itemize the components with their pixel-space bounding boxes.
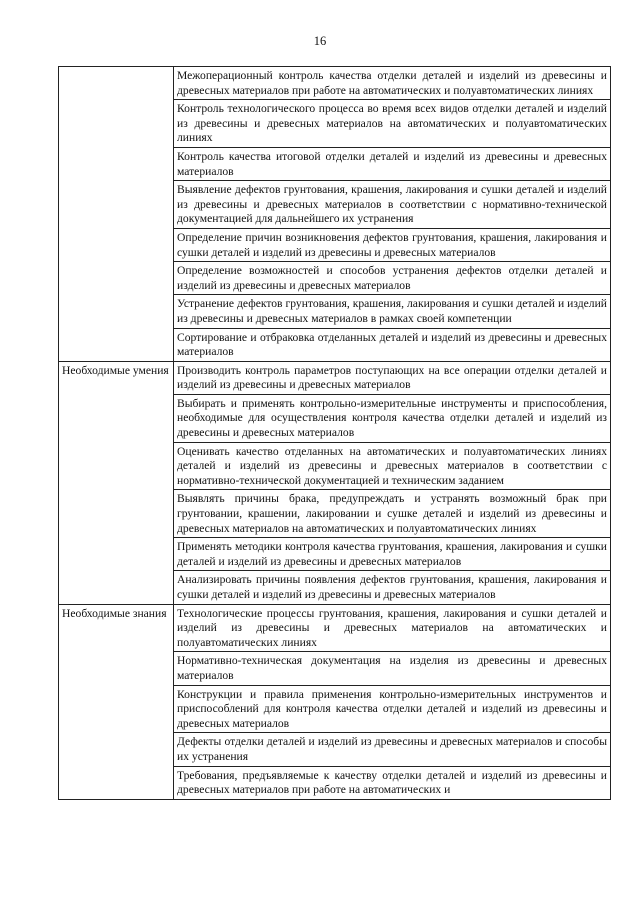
page-number: 16 xyxy=(313,34,327,48)
table-row xyxy=(59,361,611,394)
labor-action-item: Устранение дефектов грунтования, крашения, лакирования и сушки деталей и изделий из древесины и древесных материалов в рамках своей компетенции xyxy=(174,295,611,328)
labor-action-item: Определение причин возникновения дефектов грунтования, крашения, лакирования и сушки деталей и изделий из древесины и древесных материалов xyxy=(174,228,611,261)
section-label-continued xyxy=(59,67,174,362)
knowledge-item: Конструкции и правила применения контрольно-измерительных инструментов и приспособлений для контроля качества отделки деталей и изделий из древесины и древесных материалов xyxy=(174,685,611,733)
labor-action-item: Межоперационный контроль качества отделки деталей и изделий из древесины и древесных материалов при работе на автоматических и полуавтоматических линиях xyxy=(174,67,611,100)
skill-item: Выбирать и применять контрольно-измерительные инструменты и приспособления, необходимые для осуществления контроля качества отделки деталей и изделий из древесины и древесных материалов xyxy=(174,394,611,442)
labor-action-item: Определение возможностей и способов устранения дефектов отделки деталей и изделий из древесины и древесных материалов xyxy=(174,262,611,295)
table-row xyxy=(59,67,611,100)
labor-action-item: Контроль качества итоговой отделки деталей и изделий из древесины и древесных материалов xyxy=(174,147,611,180)
section-label-skills: Необходимые умения xyxy=(59,361,174,604)
skill-item: Выявлять причины брака, предупреждать и устранять возможный брак при грунтовании, крашении, лакировании и сушке деталей и изделий из древесины и древесных материалов на автоматических и полуавтоматических линиях xyxy=(174,490,611,538)
table-row xyxy=(59,604,611,652)
labor-action-item: Контроль технологического процесса во время всех видов отделки деталей и изделий из древесины и древесных материалов на автоматических и полуавтоматических линиях xyxy=(174,100,611,148)
knowledge-item: Требования, предъявляемые к качеству отделки деталей и изделий из древесины и древесных материалов при работе на автоматических и xyxy=(174,766,611,799)
skill-item: Анализировать причины появления дефектов грунтования, крашения, лакирования и сушки деталей и изделий из древесины и древесных материалов xyxy=(174,571,611,604)
knowledge-item: Технологические процессы грунтования, крашения, лакирования и сушки деталей и изделий из древесины и древесных материалов на автоматических и полуавтоматических линиях xyxy=(174,604,611,652)
knowledge-item: Дефекты отделки деталей и изделий из древесины и древесных материалов и способы их устранения xyxy=(174,733,611,766)
labor-action-item: Сортирование и отбраковка отделанных деталей и изделий из древесины и древесных материалов xyxy=(174,328,611,361)
labor-action-item: Выявление дефектов грунтования, крашения, лакирования и сушки деталей и изделий из древесины и древесных материалов в соответствии с нормативно-технической документацией для дальнейшего их устранения xyxy=(174,181,611,229)
skill-item: Оценивать качество отделанных на автоматических и полуавтоматических линиях деталей и изделий из древесины и древесных материалов в соответствии с нормативно-технической документацией и техническим заданием xyxy=(174,442,611,490)
section-label-knowledge: Необходимые знания xyxy=(59,604,174,799)
knowledge-item: Нормативно-техническая документация на изделия из древесины и древесных материалов xyxy=(174,652,611,685)
skill-item: Применять методики контроля качества грунтования, крашения, лакирования и сушки деталей и изделий из древесины и древесных материалов xyxy=(174,538,611,571)
requirements-table xyxy=(58,66,611,800)
skill-item: Производить контроль параметров поступающих на все операции отделки деталей и изделий из древесины и древесных материалов xyxy=(174,361,611,394)
